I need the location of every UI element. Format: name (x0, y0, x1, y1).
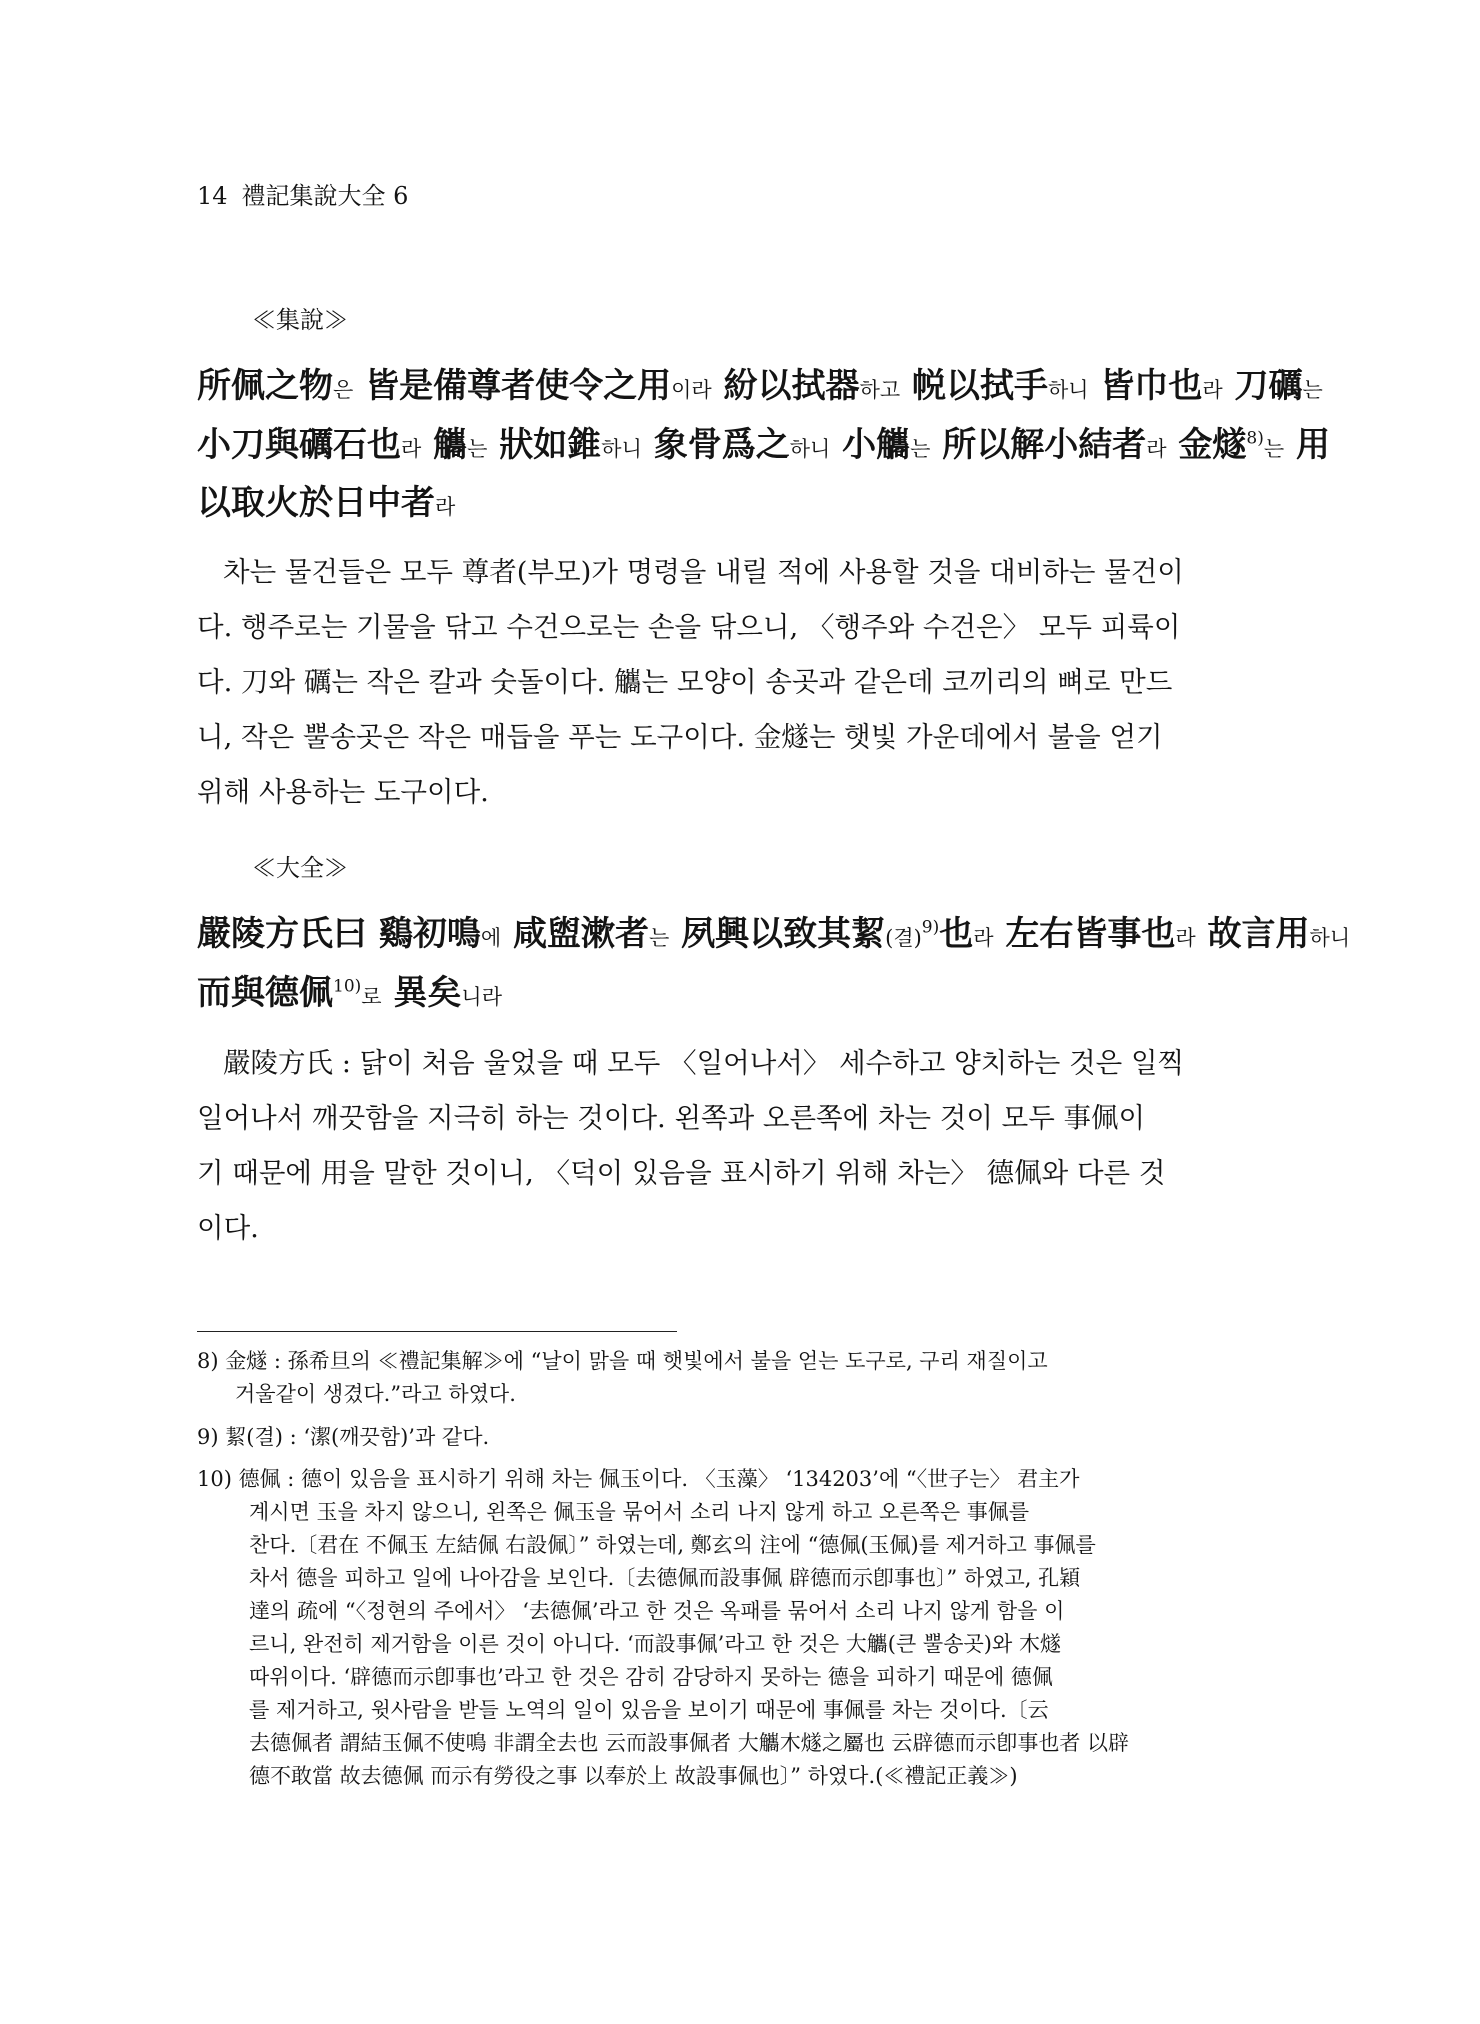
korean-translation-line: 다. 刀와 礪는 작은 칼과 숫돌이다. 觿는 모양이 송곳과 같은데 코끼리의 뼈로 만드 (197, 666, 1173, 698)
korean-translation-line: 차는 물건들은 모두 尊者(부모)가 명령을 내릴 적에 사용할 것을 대비하는 물건이 (223, 556, 1184, 588)
korean-translation-line: 다. 행주로는 기물을 닦고 수건으로는 손을 닦으니, 〈행주와 수건은〉 모두 피륙이 (197, 611, 1181, 643)
footnote-ref-10: 10) (333, 976, 362, 997)
footnote-8: 8) 金燧 : 孫希旦의 ≪禮記集解≫에 “날이 맑을 때 햇빛에서 불을 얻는 도구로, 구리 재질이고 (197, 1349, 1048, 1373)
footnote-10-line: 德不敢當 故去德佩 而示有勞役之事 以奉於上 故設事佩也〕” 하였다.(≪禮記正義≫) (249, 1764, 1018, 1788)
footnote-10: 10) 德佩 : 德이 있음을 표시하기 위해 차는 佩玉이다. 〈玉藻〉 ‘134203’에 “〈世子는〉 君主가 (197, 1467, 1080, 1491)
book-title: 禮記集說大全 6 (241, 182, 409, 210)
korean-translation-line: 니, 작은 뿔송곳은 작은 매듭을 푸는 도구이다. 金燧는 햇빛 가운데에서 불을 얻기 (197, 721, 1163, 753)
footnote-ref-9: 9) (921, 917, 940, 938)
footnote-10-line: 르니, 완전히 제거함을 이른 것이 아니다. ‘而設事佩’라고 한 것은 大觿(큰 뿔송곳)와 木燧 (249, 1632, 1061, 1656)
footnote-mark: 10) (197, 1467, 232, 1491)
chinese-text-line: 小刀與礪石也라 觿는 狀如錐하니 象骨爲之하니 小觿는 所以解小結者라 金燧$^{8)}$는 用 (197, 425, 1330, 465)
footnote-9: 9) 絜(결) : ‘潔(깨끗함)’과 같다. (197, 1425, 490, 1449)
chinese-text-line: 而與德佩$^{10)}$로 異矣니라 (197, 973, 502, 1013)
page-number: 14 (197, 182, 228, 210)
korean-translation-line: 일어나서 깨끗함을 지극히 하는 것이다. 왼쪽과 오른쪽에 차는 것이 모두 事佩이 (197, 1102, 1146, 1134)
footnote-mark: 8) (197, 1349, 219, 1373)
footnote-10-line: 를 제거하고, 윗사람을 받들 노역의 일이 있음을 보이기 때문에 事佩를 차는 것이다.〔云 (249, 1698, 1049, 1722)
korean-translation-line: 기 때문에 用을 말한 것이니, 〈덕이 있음을 표시하기 위해 차는〉 德佩와 다른 것 (197, 1157, 1166, 1189)
footnote-8-line: 거울같이 생겼다.”라고 하였다. (235, 1382, 516, 1406)
footnote-divider (197, 1331, 677, 1332)
korean-translation-line: 嚴陵方氏 : 닭이 처음 울었을 때 모두 〈일어나서〉 세수하고 양치하는 것은 일찍 (223, 1047, 1185, 1079)
section-heading-jipseol: ≪集說≫ (252, 306, 348, 334)
footnote-10-line: 去德佩者 謂結玉佩不使鳴 非謂全去也 云而設事佩者 大觿木燧之屬也 云辟德而示卽事也者 以辟 (249, 1731, 1130, 1755)
footnote-10-line: 계시면 玉을 차지 않으니, 왼쪽은 佩玉을 묶어서 소리 나지 않게 하고 오른쪽은 事佩를 (249, 1500, 1030, 1524)
footnote-10-line: 따위이다. ‘辟德而示卽事也’라고 한 것은 감히 감당하지 못하는 德을 피하기 때문에 德佩 (249, 1665, 1053, 1689)
chinese-text-line: 以取火於日中者라 (197, 483, 456, 523)
footnote-mark: 9) (197, 1425, 219, 1449)
section-heading-daejeon: ≪大全≫ (252, 854, 348, 882)
footnote-10-line: 차서 德을 피하고 일에 나아감을 보인다.〔去德佩而設事佩 辟德而示卽事也〕” 하였고, 孔穎 (249, 1566, 1081, 1590)
chinese-text-line: 所佩之物은 皆是備尊者使令之用이라 紛以拭器하고 帨以拭手하니 皆巾也라 刀礪는 (197, 366, 1323, 406)
footnote-ref-8: 8) (1246, 428, 1264, 449)
footnote-10-line: 찬다.〔君在 不佩玉 左結佩 右設佩〕” 하였는데, 鄭玄의 注에 “德佩(玉佩)를 제거하고 事佩를 (249, 1533, 1096, 1557)
footnote-10-line: 達의 疏에 “〈정현의 주에서〉 ‘去德佩’라고 한 것은 옥패를 묶어서 소리 나지 않게 함을 이 (249, 1599, 1065, 1623)
korean-translation-line: 위해 사용하는 도구이다. (197, 776, 489, 808)
running-head (197, 176, 408, 211)
chinese-text-line: 嚴陵方氏曰 鷄初鳴에 咸盥漱者는 夙興以致其絜(결)$^{9)}$也라 左右皆事也라 故言用하니 (197, 914, 1351, 954)
korean-translation-line: 이다. (197, 1212, 259, 1244)
